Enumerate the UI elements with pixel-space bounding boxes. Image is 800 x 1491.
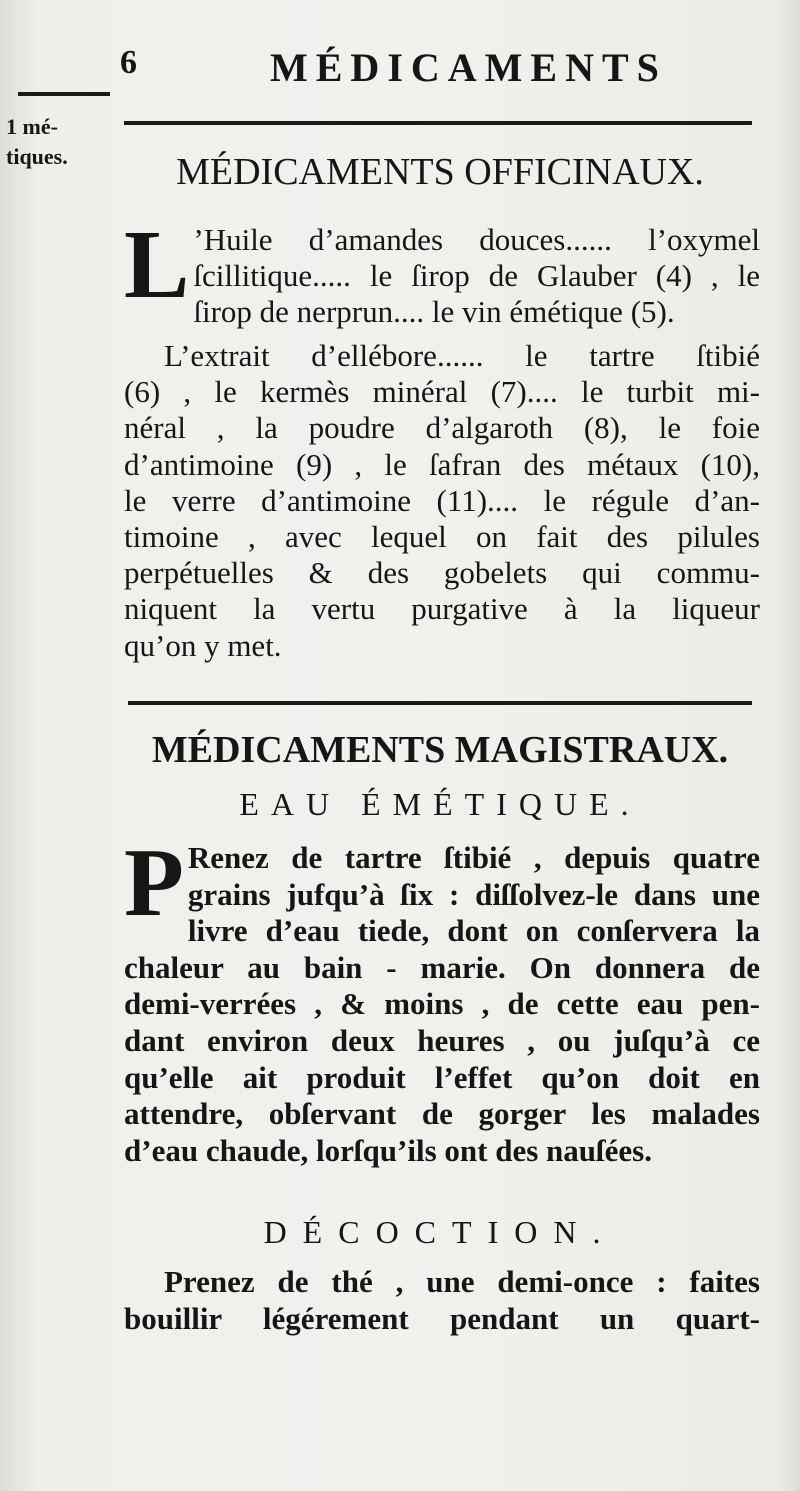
paragraph-decoction — [124, 1264, 760, 1337]
text-line: ’Huile d’amandes douces...... l’oxymel — [193, 222, 760, 257]
subtitle-decoction: DÉCOCTION. — [263, 1214, 617, 1250]
text-line: bouillir légérement pendant un quart- — [124, 1300, 760, 1336]
drop-cap: P — [124, 829, 184, 937]
text-line: Prenez de thé , une demi-once : faites — [164, 1264, 760, 1299]
text-line: grains jufqu’à ſix : diſſolvez-le dans une — [187, 876, 760, 912]
paragraph-eau-emetique — [124, 829, 760, 1169]
header-rule — [124, 121, 752, 125]
text-line: timoine , avec lequel on fait des pilules — [124, 518, 760, 554]
subtitle-eau-emetique: EAU ÉMÉTIQUE. — [239, 786, 641, 822]
running-title: MÉDICAMENTS — [270, 45, 667, 90]
text-line: livre d’eau tiede, dont on conſervera la — [187, 913, 760, 949]
text-line: Renez de tartre ſtibié , depuis quatre — [187, 840, 760, 875]
text-line: ſcillitique..... le ſirop de Glauber (4) , le — [193, 258, 760, 294]
paragraph-officinaux-2 — [124, 338, 760, 664]
margin-note — [6, 112, 116, 172]
page-header — [120, 44, 760, 104]
text-line: ſirop de nerprun.... le vin émétique (5). — [193, 294, 675, 330]
text-line: le verre d’antimoine (11).... le régule d’an- — [124, 482, 760, 518]
text-line: perpétuelles & des gobelets qui commu- — [124, 555, 760, 591]
text-line: d’antimoine (9) , le ſafran des métaux (10), — [124, 446, 760, 482]
header-rule-left — [18, 92, 110, 96]
text-line: niquent la vertu purgative à la liqueur — [124, 591, 760, 627]
text-line: qu’on y met. — [124, 627, 282, 663]
text-line: qu’elle ait produit l’effet qu’on doit en — [124, 1059, 760, 1095]
margin-note-line: tiques. — [6, 144, 68, 169]
text-line: (6) , le kermès minéral (7).... le turbit mi- — [124, 374, 760, 410]
text-line: attendre, obſervant de gorger les malades — [124, 1096, 760, 1132]
section-title-magistraux: MÉDICAMENTS MAGISTRAUX. — [151, 729, 729, 771]
text-line: d’eau chaude, lorſqu’ils ont des nauſées. — [124, 1132, 652, 1168]
section-title-officinaux: MÉDICAMENTS OFFICINAUX. — [176, 151, 704, 193]
section-divider — [128, 701, 752, 705]
page-number: 6 — [120, 44, 137, 81]
text-line: dant environ deux heures , ou juſqu’à ce — [124, 1022, 760, 1058]
drop-cap: L — [124, 211, 190, 319]
margin-note-line: 1 mé- — [6, 114, 58, 139]
text-line: néral , la poudre d’algaroth (8), le foie — [124, 410, 760, 446]
text-line: L’extrait d’ellébore...... le tartre ſtibié — [164, 338, 760, 373]
text-line: demi-verrées , & moins , de cette eau pen- — [124, 986, 760, 1022]
paragraph-officinaux-1 — [124, 211, 760, 331]
text-line: chaleur au bain - marie. On donnera de — [124, 949, 760, 985]
